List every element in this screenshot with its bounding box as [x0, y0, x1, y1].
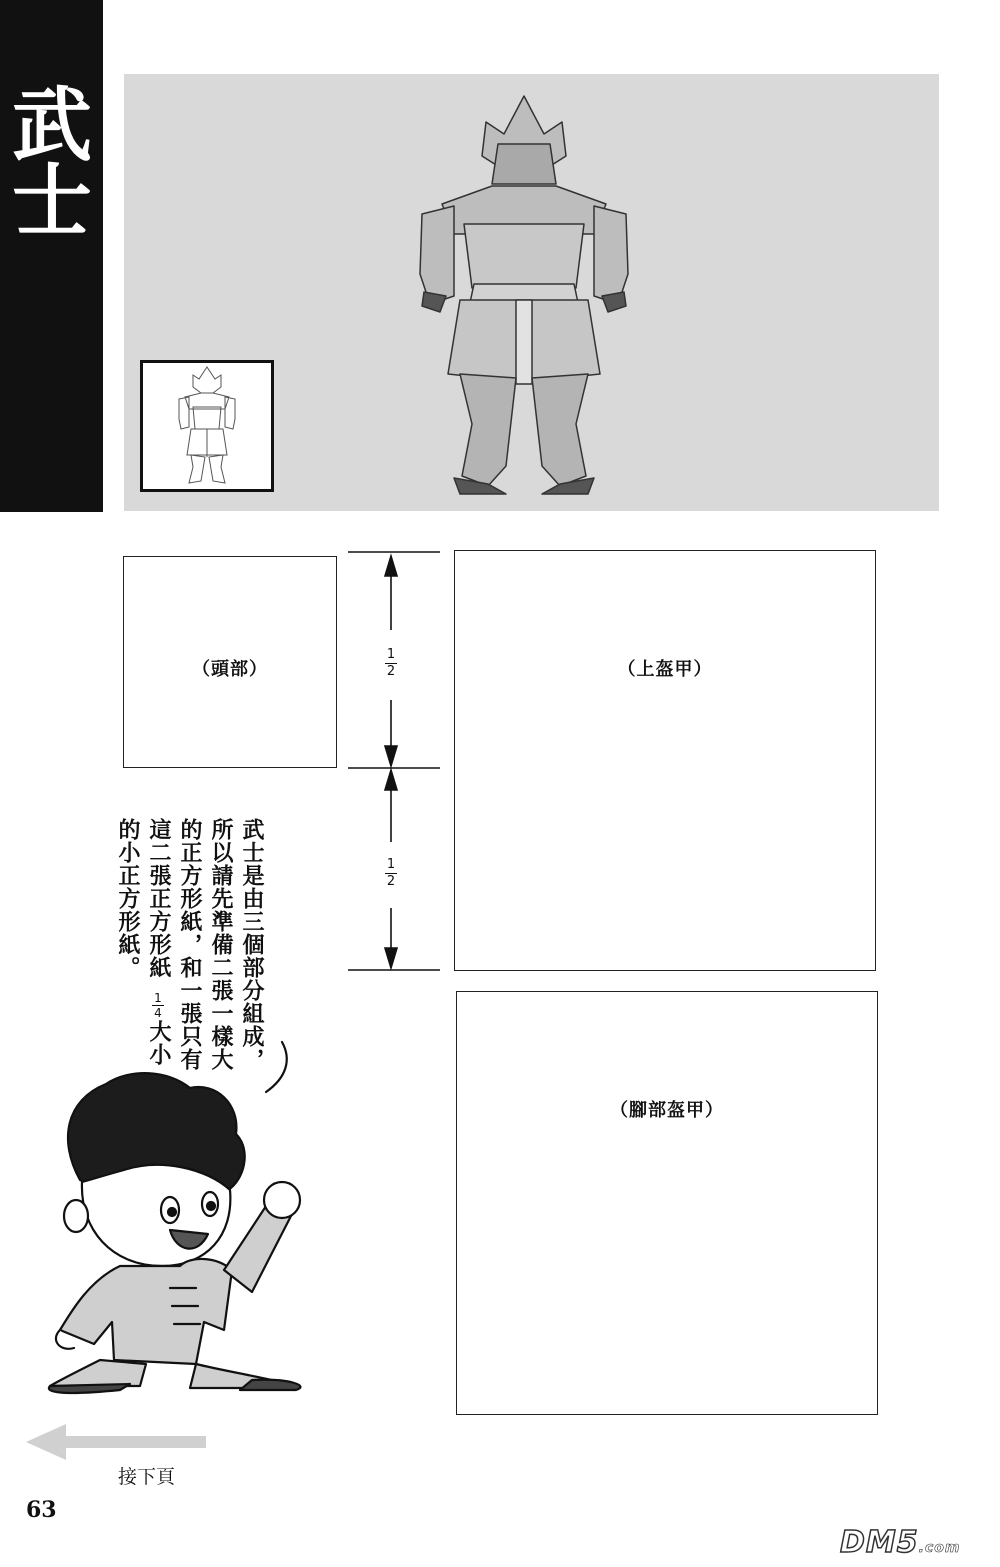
next-page-arrow-icon: [26, 1424, 216, 1460]
speech-column-2: 所以請先準備二張一樣大: [208, 818, 233, 1071]
leg-armor-square-label: （腳部盔甲）: [610, 1100, 724, 1121]
fraction-lower: [376, 858, 406, 889]
fraction-lower-denominator: 2: [386, 874, 396, 889]
fraction-upper-denominator: 2: [386, 664, 396, 679]
speech-column-4: 這二張正方形紙: [146, 818, 171, 979]
upper-armor-square-label: （上盔甲）: [617, 659, 713, 680]
title-char-1: 武: [12, 79, 92, 172]
speech-column-3: 的正方形紙，和一張只有: [177, 818, 202, 1071]
speech-column-4-end: 大小: [146, 1020, 171, 1066]
fraction-upper-numerator: 1: [386, 647, 396, 662]
fraction-lower-numerator: 1: [386, 857, 396, 872]
speech-fraction-denominator: 4: [154, 1006, 162, 1020]
title-char-2: 士: [12, 155, 92, 248]
fraction-upper: [376, 648, 406, 679]
watermark-main: DM5: [840, 1525, 919, 1560]
cartoon-boy-illustration: [20, 1030, 340, 1390]
speech-column-1: 武士是由三個部分組成，: [239, 818, 264, 1071]
speech-column-5: 的小正方形紙。: [115, 818, 140, 979]
speech-fraction-numerator: 1: [154, 991, 162, 1005]
leg-armor-square: [456, 991, 878, 1415]
head-square-label: （頭部）: [192, 659, 268, 680]
watermark-logo: [840, 1525, 960, 1560]
speech-fraction: [141, 992, 175, 1019]
watermark-suffix: .com: [918, 1540, 961, 1556]
page-number: 63: [26, 1497, 57, 1523]
next-page-label: 接下頁: [118, 1466, 176, 1488]
